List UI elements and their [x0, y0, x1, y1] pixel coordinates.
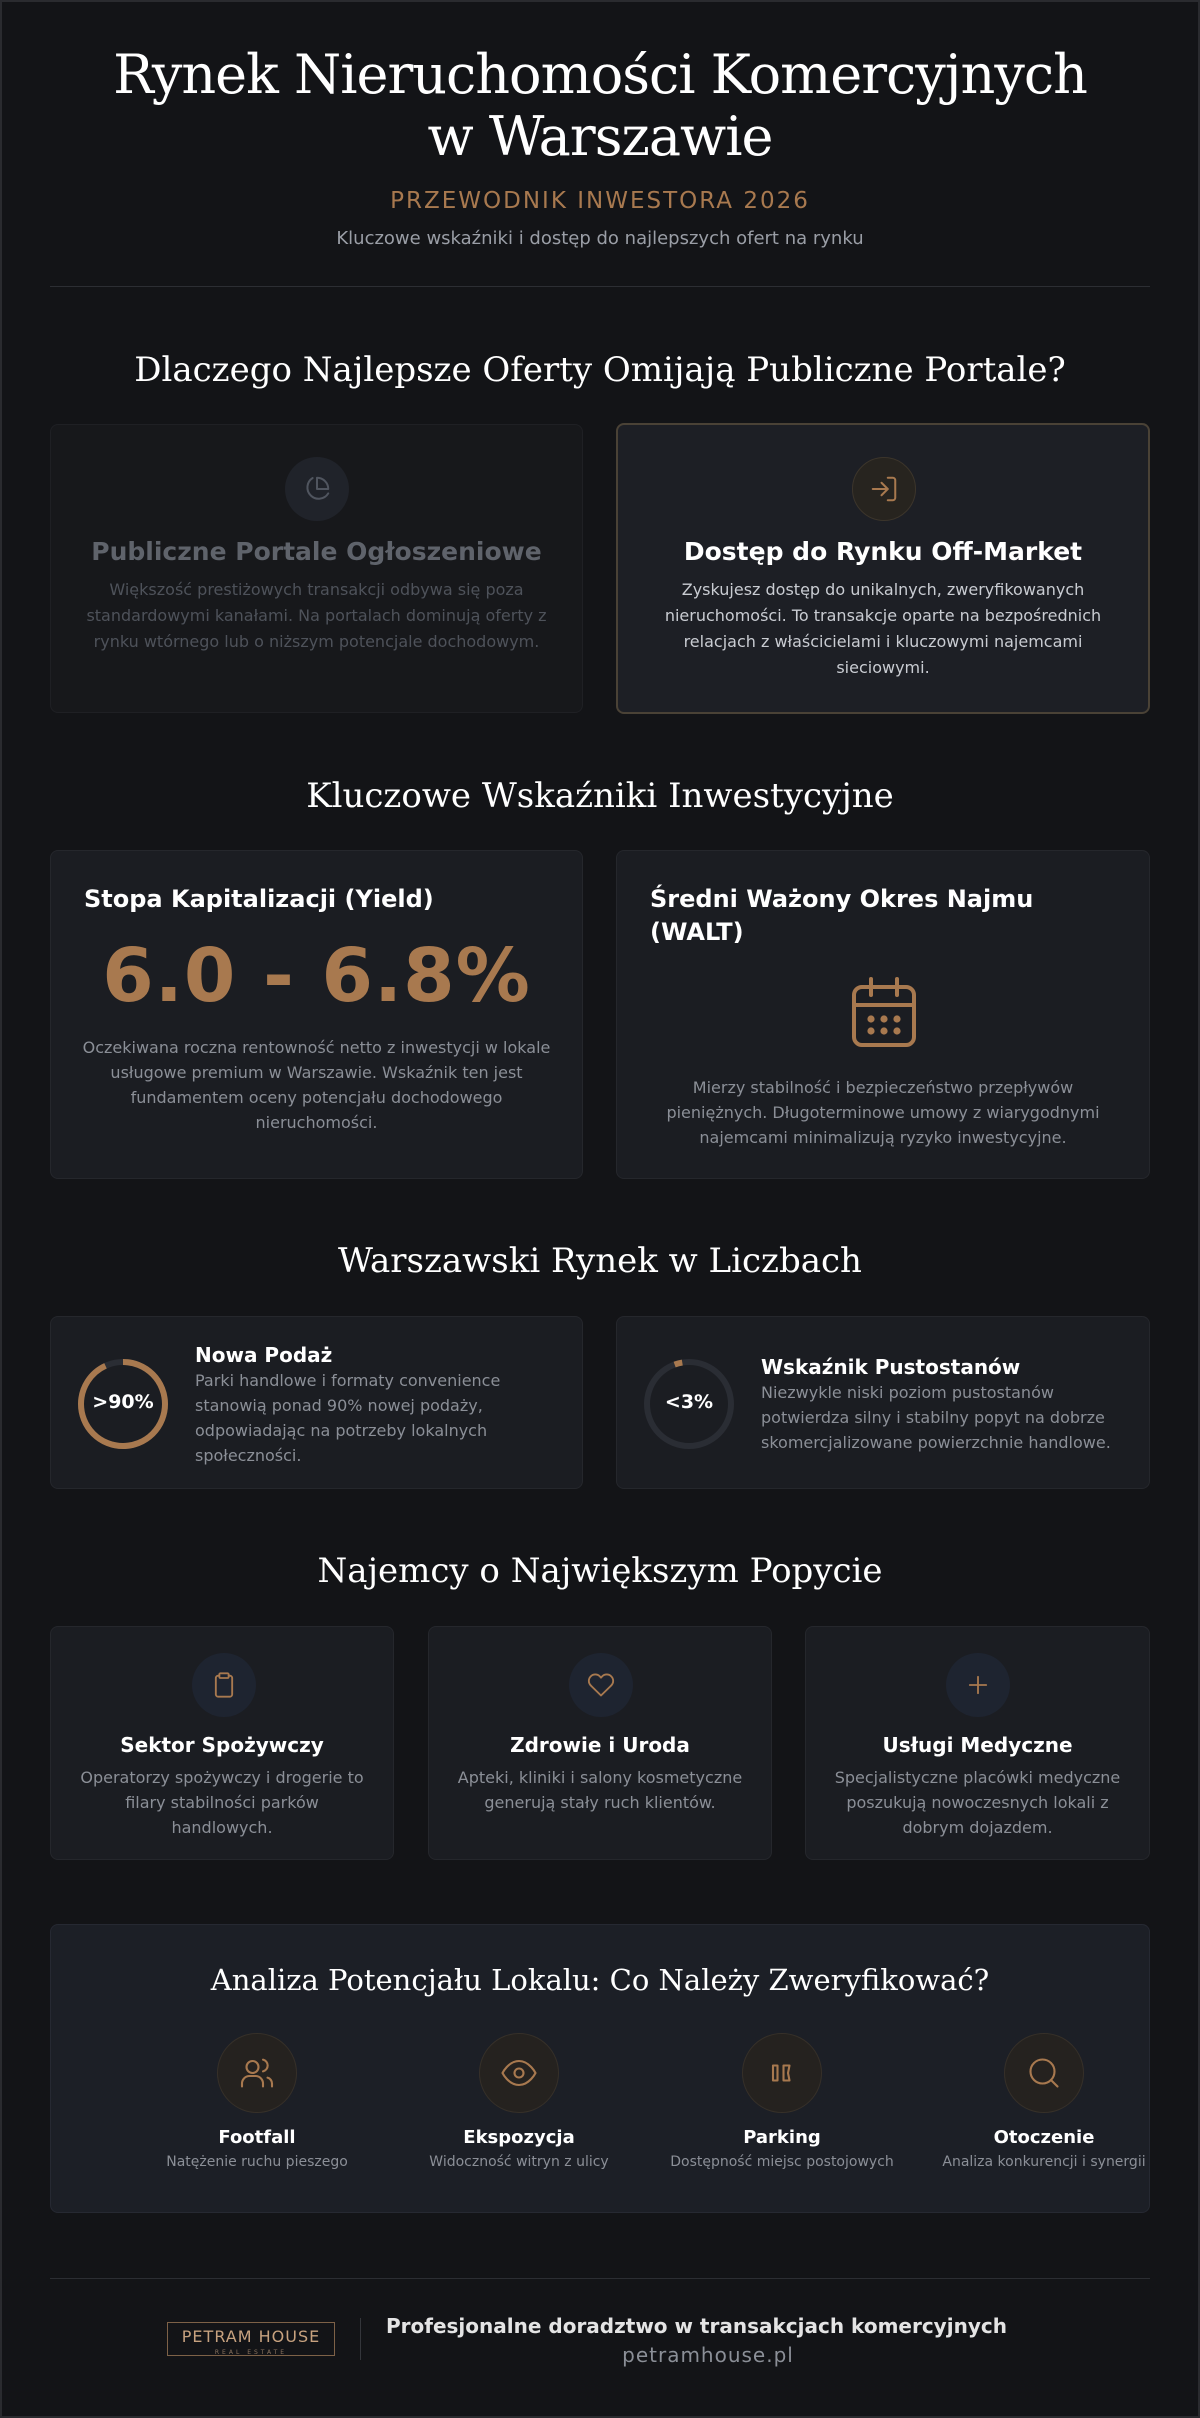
comparison-title: Dlaczego Najlepsze Oferty Omijają Publiczne Portale? — [134, 350, 1066, 390]
tenant-text: Operatorzy spożywczy i drogerie to filary stabilności parków handlowych. — [80, 1768, 364, 1837]
analysis-item-footfall — [127, 2033, 387, 2170]
search-icon — [1004, 2033, 1084, 2113]
tenant-card — [805, 1626, 1150, 1860]
analysis-item-title: Otoczenie — [993, 2127, 1095, 2148]
plus-icon — [946, 1653, 1010, 1717]
analysis-item-text: Natężenie ruchu pieszego — [166, 2154, 348, 2170]
tenant-card — [50, 1626, 394, 1860]
calendar-icon — [849, 975, 919, 1051]
tenant-text: Apteki, kliniki i salony kosmetyczne generują stały ruch klientów. — [457, 1768, 743, 1812]
analysis-item-text: Dostępność miejsc postojowych — [670, 2154, 894, 2170]
vacancy-value: <3% — [664, 1391, 714, 1413]
public-portals-text: Większość prestiżowych transakcji odbywa się poza standardowymi kanałami. Na portalach dominują oferty z rynku wtórnego lub o niższym potencjale dochodowym. — [86, 580, 547, 651]
users-icon — [217, 2033, 297, 2113]
analysis-item-surroundings — [914, 2033, 1174, 2170]
analysis-item-parking — [652, 2033, 912, 2170]
off-market-title: Dostęp do Rynku Off-Market — [683, 537, 1083, 566]
public-portals-card — [50, 424, 583, 713]
yield-title: Stopa Kapitalizacji (Yield) — [84, 885, 434, 913]
vacancy-text: Niezwykle niski poziom pustostanów potwierdza silny i stabilny popyt na dobrze skomercjalizowane powierzchnie handlowe. — [761, 1383, 1111, 1452]
eye-icon — [479, 2033, 559, 2113]
yield-card — [50, 850, 583, 1179]
footer-divider-line — [50, 2278, 1150, 2279]
analysis-title: Analiza Potencjału Lokalu: Co Należy Zweryfikować? — [210, 1963, 990, 1997]
metrics-title: Kluczowe Wskaźniki Inwestycyjne — [306, 776, 894, 816]
walt-text: Mierzy stabilność i bezpieczeństwo przepływów pieniężnych. Długoterminowe umowy z wiarygodnymi najemcami minimalizują ryzyko inwestycyjne. — [666, 1078, 1100, 1147]
off-market-card — [616, 423, 1150, 714]
tenant-text: Specjalistyczne placówki medyczne poszukują nowoczesnych lokali z dobrym dojazdem. — [834, 1768, 1121, 1837]
walt-title: Średni Ważony Okres Najmu (WALT) — [650, 885, 1034, 946]
pie-chart-icon — [285, 457, 349, 521]
analysis-item-exposure — [389, 2033, 649, 2170]
parking-icon — [742, 2033, 822, 2113]
page-title: Rynek Nieruchomości Komercyjnych w Warszawie — [113, 43, 1087, 168]
tenant-title: Usługi Medyczne — [882, 1733, 1073, 1757]
yield-text: Oczekiwana roczna rentowność netto z inwestycji w lokale usługowe premium w Warszawie. Wskaźnik ten jest fundamentem oceny potencjału dochodowego nieruchomości. — [82, 1038, 551, 1132]
heart-icon — [569, 1653, 633, 1717]
tenant-title: Sektor Spożywczy — [120, 1733, 324, 1757]
off-market-text: Zyskujesz dostęp do unikalnych, zweryfikowanych nieruchomości. To transakcje oparte na bezpośrednich relacjach z właścicielami i kluczowymi najemcami sieciowymi. — [664, 580, 1102, 677]
tenant-title: Zdrowie i Uroda — [510, 1733, 690, 1757]
vacancy-card — [616, 1316, 1150, 1489]
company-logo — [167, 2322, 335, 2356]
logo-name: PETRAM HOUSE — [181, 2327, 321, 2346]
analysis-item-text: Widoczność witryn z ulicy — [429, 2154, 609, 2170]
header — [0, 44, 1200, 249]
numbers-title: Warszawski Rynek w Liczbach — [338, 1241, 862, 1281]
footer-vertical-divider — [360, 2318, 361, 2360]
public-portals-title: Publiczne Portale Ogłoszeniowe — [91, 537, 542, 566]
supply-value: >90% — [92, 1391, 154, 1413]
analysis-item-title: Footfall — [218, 2127, 296, 2148]
tenants-title: Najemcy o Największym Popycie — [317, 1551, 883, 1591]
walt-card — [616, 850, 1150, 1179]
supply-card — [50, 1316, 583, 1489]
page-subtitle: PRZEWODNIK INWESTORA 2026 — [390, 188, 810, 214]
analysis-item-text: Analiza konkurencji i synergii — [942, 2154, 1146, 2170]
login-arrow-icon — [852, 457, 916, 521]
clipboard-icon — [192, 1653, 256, 1717]
page-tagline: Kluczowe wskaźniki i dostęp do najlepszych ofert na rynku — [336, 228, 864, 249]
footer-tagline: Profesjonalne doradztwo w transakcjach komercyjnych — [386, 2314, 1007, 2338]
supply-title: Nowa Podaż — [195, 1343, 333, 1367]
footer-website-link[interactable]: petramhouse.pl — [622, 2343, 794, 2367]
analysis-item-title: Parking — [743, 2127, 821, 2148]
yield-value: 6.0 - 6.8% — [102, 933, 531, 1019]
supply-text: Parki handlowe i formaty convenience stanowią ponad 90% nowej podaży, odpowiadając na potrzeby lokalnych społeczności. — [195, 1371, 501, 1465]
tenant-card — [428, 1626, 772, 1860]
header-divider — [50, 286, 1150, 287]
analysis-panel — [50, 1924, 1150, 2213]
analysis-item-title: Ekspozycja — [463, 2127, 575, 2148]
logo-subtitle: REAL ESTATE — [214, 2349, 288, 2356]
vacancy-title: Wskaźnik Pustostanów — [761, 1355, 1021, 1379]
